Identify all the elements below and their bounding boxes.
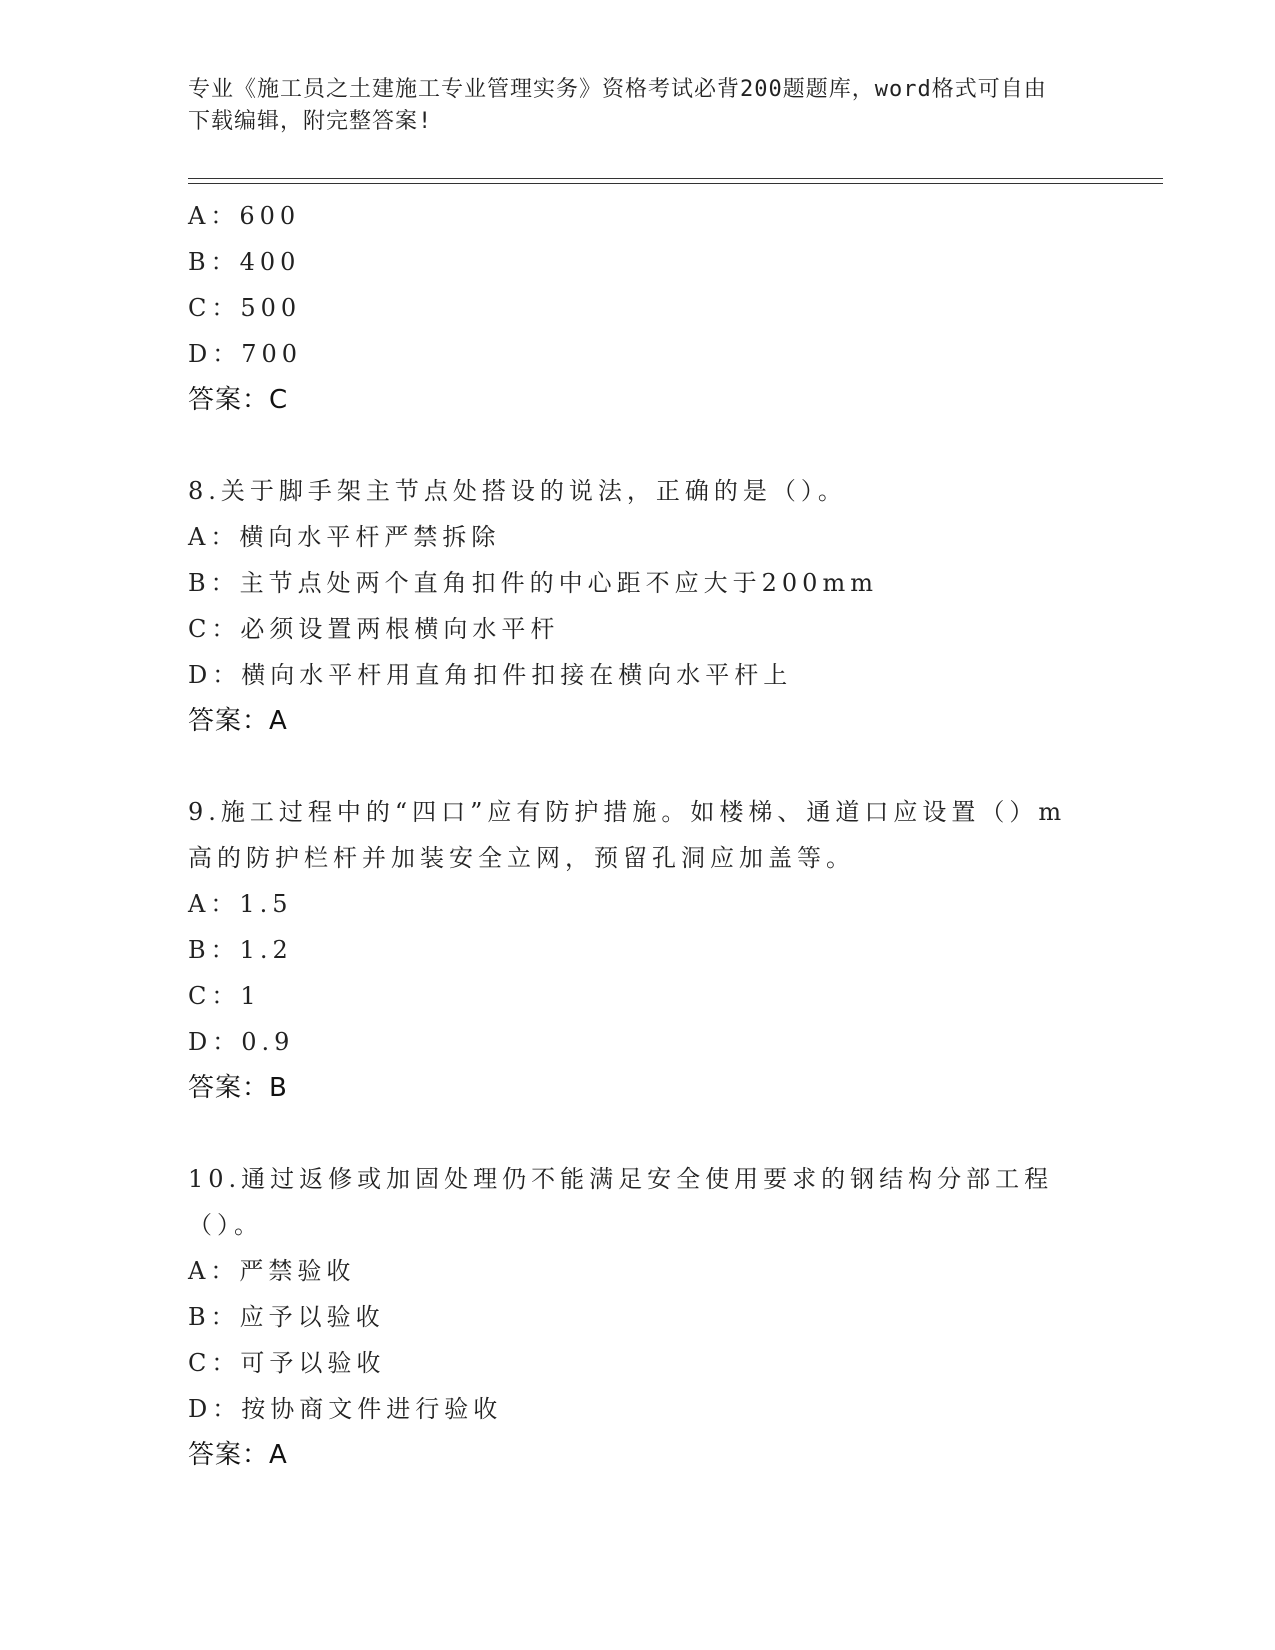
option-d: D：700 <box>188 340 303 368</box>
option-a: A：横向水平杆严禁拆除 <box>188 523 501 551</box>
answer-label: 答案：B <box>188 1073 288 1103</box>
question-spacer <box>188 744 1088 789</box>
option-b: B：主节点处两个直角扣件的中心距不应大于200mm <box>188 569 878 597</box>
option-d: D：按协商文件进行验收 <box>188 1395 503 1423</box>
question-spacer <box>188 1111 1088 1156</box>
question-list <box>188 193 1088 1478</box>
option-b: B：应予以验收 <box>188 1303 385 1331</box>
option-d: D：0.9 <box>188 1028 295 1056</box>
question-spacer <box>188 423 1088 468</box>
option-b: B：1.2 <box>188 936 293 964</box>
option-b: B：400 <box>188 248 301 276</box>
answer-label: 答案：A <box>188 706 288 736</box>
question-block-9 <box>188 789 1088 1111</box>
question-block-10 <box>188 1156 1088 1478</box>
answer-label: 答案：A <box>188 1440 288 1470</box>
header-title: 专业《施工员之土建施工专业管理实务》资格考试必背200题题库，word格式可自由下载编辑，附完整答案! <box>188 77 1047 134</box>
option-a: A：600 <box>188 202 301 230</box>
option-c: C：500 <box>188 294 302 322</box>
question-block-7 <box>188 193 1088 423</box>
option-a: A：1.5 <box>188 890 293 918</box>
question-text: 10.通过返修或加固处理仍不能满足安全使用要求的钢结构分部工程（）。 <box>188 1165 1054 1239</box>
header-divider-top <box>188 178 1163 179</box>
option-c: C：必须设置两根横向水平杆 <box>188 615 560 643</box>
question-text: 9.施工过程中的“四口”应有防护措施。如楼梯、通道口应设置（）m高的防护栏杆并加装安全立网，预留孔洞应加盖等。 <box>188 798 1067 872</box>
option-d: D：横向水平杆用直角扣件扣接在横向水平杆上 <box>188 661 793 689</box>
document-header <box>188 74 1068 138</box>
answer-label: 答案：C <box>188 385 289 415</box>
header-divider-bottom <box>188 183 1163 184</box>
question-block-8 <box>188 468 1088 744</box>
option-a: A：严禁验收 <box>188 1257 356 1285</box>
option-c: C：1 <box>188 982 261 1010</box>
question-text: 8.关于脚手架主节点处搭设的说法，正确的是（）。 <box>188 477 847 505</box>
option-c: C：可予以验收 <box>188 1349 386 1377</box>
